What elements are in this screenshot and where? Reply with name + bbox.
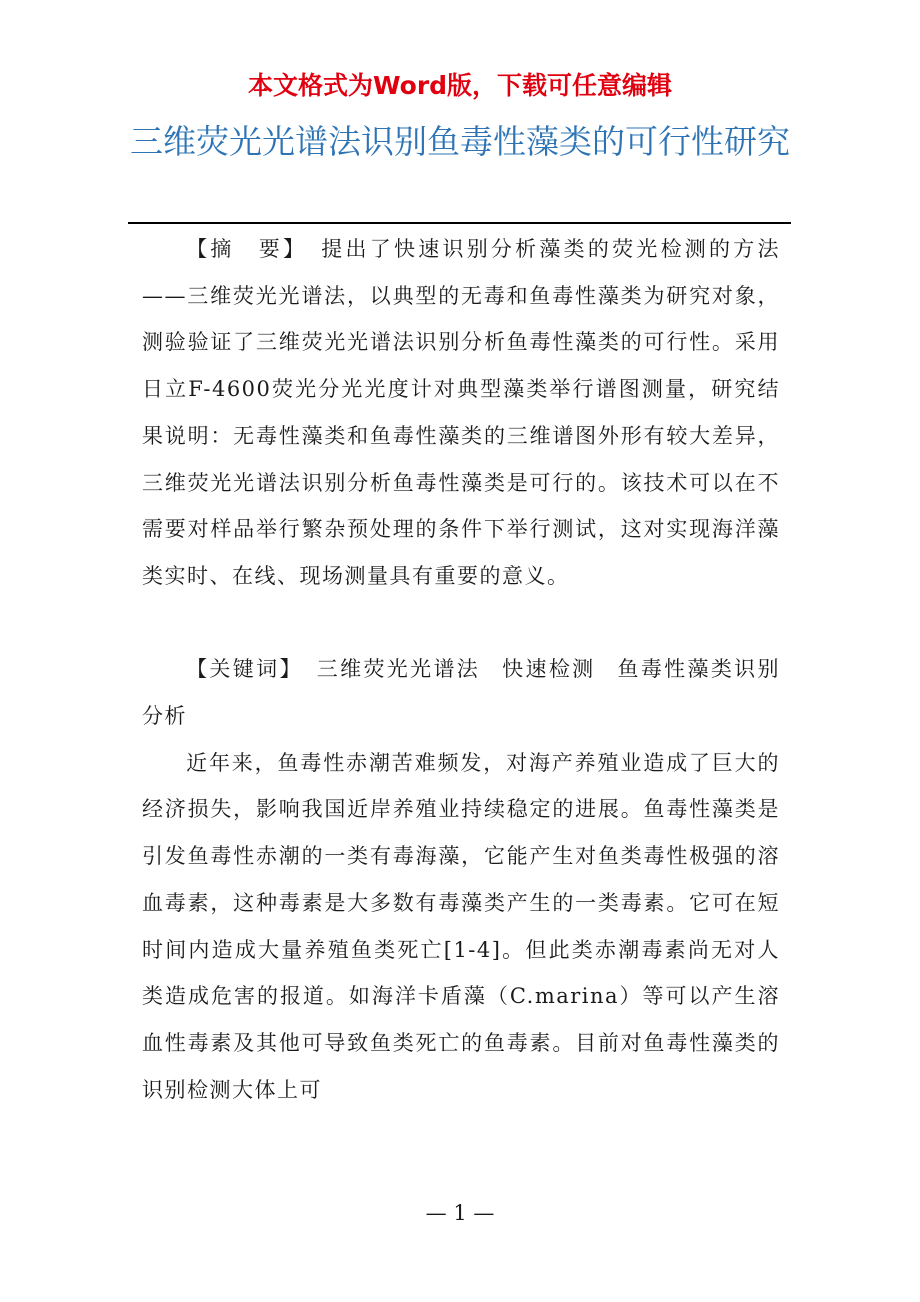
abstract-text: 提出了快速识别分析藻类的荧光检测的方法——三维荧光光谱法，以典型的无毒和鱼毒性藻类为研究对象，测验验证了三维荧光光谱法识别分析鱼毒性藻类的可行性。采用日立F-4600荧光分光光度计对典型藻类举行谱图测量，研究结果说明：无毒性藻类和鱼毒性藻类的三维谱图外形有较大差异，三维荧光光谱法识别分析鱼毒性藻类是可行的。该技术可以在不需要对样品举行繁杂预处理的条件下举行测试，这对实现海洋藻类实时、在线、现场测量具有重要的意义。: [142, 237, 781, 588]
body-paragraph: 近年来，鱼毒性赤潮苦难频发，对海产养殖业造成了巨大的经济损失，影响我国近岸养殖业持续稳定的进展。鱼毒性藻类是引发鱼毒性赤潮的一类有毒海藻，它能产生对鱼类毒性极强的溶血毒素，这种毒素是大多数有毒藻类产生的一类毒素。它可在短时间内造成大量养殖鱼类死亡[1-4]。但此类赤潮毒素尚无对人类造成危害的报道。如海洋卡盾藻（C.marina）等可以产生溶血性毒素及其他可导致鱼类死亡的鱼毒素。目前对鱼毒性藻类的识别检测大体上可: [142, 750, 780, 1102]
keywords-label: 【关键词】: [186, 657, 303, 682]
blank-line: [142, 600, 780, 647]
document-title: 三维荧光光谱法识别鱼毒性藻类的可行性研究: [130, 122, 790, 161]
keyword-item: 快速检测: [502, 657, 596, 682]
keywords-paragraph: [142, 646, 780, 739]
abstract-label: 【摘 要】: [186, 237, 308, 261]
abstract-paragraph: [142, 226, 780, 600]
document-body: [142, 226, 780, 1113]
page-number: — 1 —: [425, 1201, 495, 1225]
keyword-item: 鱼毒性藻类识别分析: [142, 657, 781, 729]
title-divider: [128, 222, 791, 224]
editable-notice-banner: 本文格式为Word版，下载可任意编辑: [247, 71, 673, 100]
keyword-item: 三维荧光光谱法: [316, 657, 481, 682]
